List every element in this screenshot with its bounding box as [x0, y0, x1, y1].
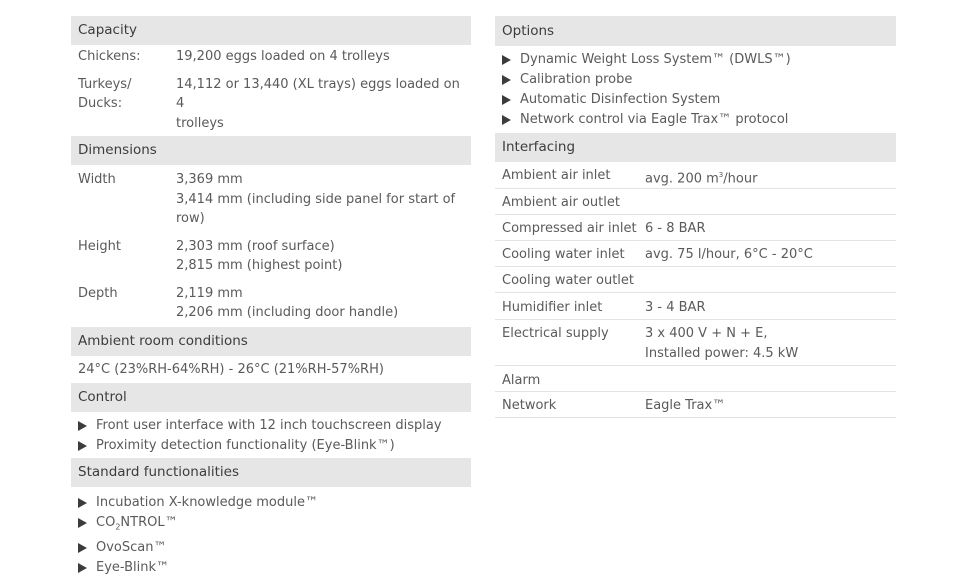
standard-item-text: OvoScan™ [96, 539, 167, 555]
list-item [502, 70, 896, 90]
triangle-bullet-icon [502, 115, 511, 125]
dimension-row-width [71, 170, 471, 229]
triangle-bullet-icon [502, 95, 511, 105]
capacity-section [71, 45, 471, 136]
interface-label: Cooling water inlet [502, 247, 625, 262]
dimension-value [176, 284, 471, 323]
interface-value [645, 324, 896, 365]
interface-value-line2: Installed power: 4.5 kW [645, 345, 799, 361]
list-item [502, 110, 896, 130]
right-column [495, 16, 896, 418]
options-list [495, 46, 896, 133]
interface-label: Humidifier inlet [502, 300, 603, 315]
interface-value: Eagle Trax™ [645, 398, 726, 413]
options-heading: Options [495, 16, 896, 46]
table-row [495, 215, 896, 241]
interface-label: Cooling water outlet [502, 273, 634, 288]
capacity-row-chickens [71, 47, 471, 67]
triangle-bullet-icon [502, 75, 511, 85]
dimensions-heading: Dimensions [71, 136, 471, 165]
table-row [495, 267, 896, 293]
table-row [495, 241, 896, 267]
co2-prefix: CO [96, 515, 116, 530]
co2-suffix: NTROL™ [120, 515, 178, 530]
table-row [495, 366, 896, 392]
dimension-value-line2: 2,206 mm (including door handle) [176, 305, 399, 320]
control-item-text: Proximity detection functionality (Eye-Blink™) [96, 438, 395, 453]
table-row [495, 293, 896, 320]
interface-value [645, 371, 896, 391]
dimensions-section [71, 165, 471, 323]
dimension-label: Depth [78, 285, 118, 301]
option-item-text: Automatic Disinfection System [520, 92, 721, 107]
interfacing-heading: Interfacing [495, 133, 896, 162]
list-item [78, 436, 471, 456]
interface-label: Compressed air inlet [502, 221, 637, 236]
list-item [78, 538, 471, 558]
list-item [502, 50, 896, 70]
capacity-label-line1: Turkeys/ [78, 76, 132, 92]
capacity-value-line1: 14,112 or 13,440 (XL trays) eggs loaded on 4 [176, 76, 460, 111]
interface-label: Electrical supply [502, 326, 609, 341]
dimension-row-depth [71, 284, 471, 323]
list-item [78, 513, 471, 538]
dimension-row-height [71, 237, 471, 276]
list-item [78, 558, 471, 578]
capacity-value-line2: trolleys [176, 115, 224, 131]
left-column [71, 16, 471, 578]
interfacing-table [495, 162, 896, 418]
co2-subscript: 2 [115, 522, 121, 532]
interface-label: Ambient air inlet [502, 168, 611, 183]
triangle-bullet-icon [78, 518, 87, 528]
interface-value-main: avg. 200 m [645, 171, 719, 187]
option-item-text: Calibration probe [520, 72, 633, 87]
capacity-label: Chickens: [78, 49, 141, 64]
triangle-bullet-icon [78, 543, 87, 553]
control-list [71, 412, 471, 458]
triangle-bullet-icon [78, 421, 87, 431]
dimension-value-line2: 2,815 mm (highest point) [176, 258, 343, 273]
dimension-value-line1: 2,303 mm (roof surface) [176, 238, 335, 254]
control-heading: Control [71, 383, 471, 412]
interface-label: Ambient air outlet [502, 195, 620, 210]
interface-value-line1: 3 x 400 V + N + E, [645, 326, 768, 341]
interface-value [645, 271, 896, 292]
triangle-bullet-icon [502, 55, 511, 65]
table-row [495, 320, 896, 366]
capacity-label-line2: Ducks: [78, 96, 123, 111]
interface-label: Alarm [502, 373, 541, 388]
interface-value: avg. 75 l/hour, 6°C - 20°C [645, 247, 813, 262]
standard-functionalities-heading: Standard functionalities [71, 458, 471, 487]
capacity-heading: Capacity [71, 16, 471, 45]
dimension-value-line1: 2,119 mm [176, 285, 243, 301]
dimension-value-line1: 3,369 mm [176, 172, 243, 187]
table-row [495, 392, 896, 418]
table-row [495, 162, 896, 189]
capacity-value: 19,200 eggs loaded on 4 trolleys [176, 49, 390, 64]
table-row [495, 189, 896, 215]
interface-label: Network [502, 398, 557, 413]
dimension-value [176, 237, 471, 276]
list-item [502, 90, 896, 110]
capacity-value [176, 75, 471, 134]
interface-value-superscript: 3 [718, 171, 724, 179]
interface-value: 6 - 8 BAR [645, 221, 706, 236]
triangle-bullet-icon [78, 563, 87, 573]
standard-item-text [96, 513, 178, 538]
option-item-text: Dynamic Weight Loss System™ (DWLS™) [520, 52, 791, 67]
standard-item-text: Eye-Blink™ [96, 559, 170, 575]
capacity-row-turkeys [71, 75, 471, 134]
interface-value: 3 - 4 BAR [645, 300, 706, 315]
triangle-bullet-icon [78, 441, 87, 451]
standard-item-text: Incubation X-knowledge module™ [96, 495, 318, 510]
dimension-value [176, 170, 471, 229]
dimension-label: Height [78, 238, 121, 254]
ambient-heading: Ambient room conditions [71, 327, 471, 356]
dimension-label: Width [78, 172, 116, 187]
option-item-text: Network control via Eagle Trax™ protocol [520, 112, 789, 127]
interface-value [645, 193, 896, 214]
list-item [78, 416, 471, 436]
list-item [78, 493, 471, 513]
capacity-label [78, 75, 176, 134]
control-item-text: Front user interface with 12 inch touchscreen display [96, 418, 442, 433]
interface-value-rest: /hour [723, 171, 758, 187]
standard-functionalities-list [71, 487, 471, 578]
triangle-bullet-icon [78, 498, 87, 508]
ambient-conditions-text: 24°C (23%RH-64%RH) - 26°C (21%RH-57%RH) [78, 361, 384, 377]
interface-value [645, 166, 896, 188]
dimension-value-line2: 3,414 mm (including side panel for start of row) [176, 191, 456, 226]
